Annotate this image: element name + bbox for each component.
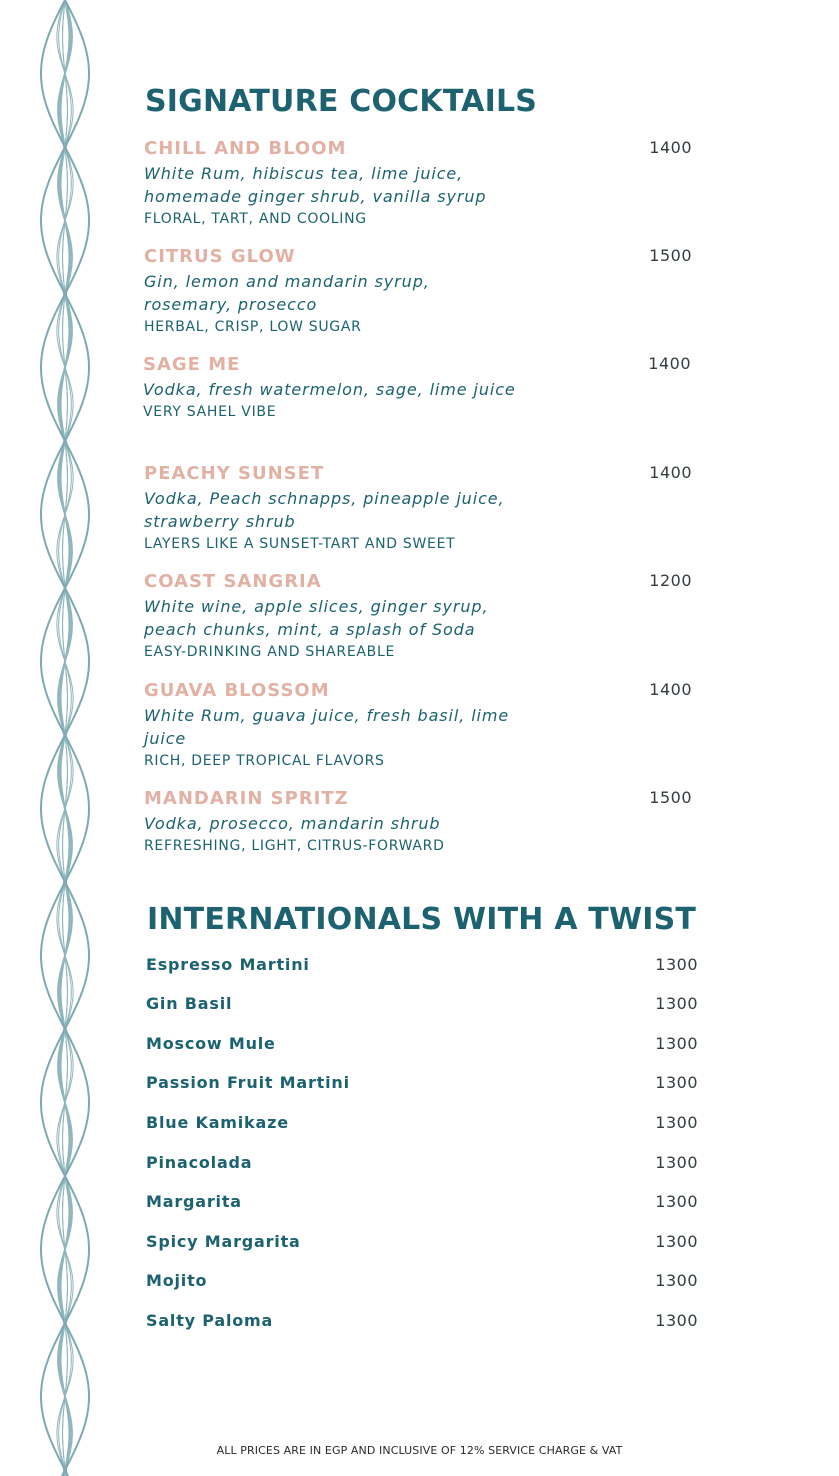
cocktail-ingredients: Vodka, Peach schnapps, pineapple juice, strawberry shrub <box>144 489 505 531</box>
cocktail-item <box>143 354 703 421</box>
cocktail-ingredients: White wine, apple slices, ginger syrup, peach chunks, mint, a splash of Soda <box>144 597 489 639</box>
wave-outline <box>41 0 65 1476</box>
drink-price: 1300 <box>655 994 698 1013</box>
international-item <box>146 994 698 1018</box>
cocktail-item <box>144 138 704 228</box>
cocktail-name: CITRUS GLOW <box>144 246 296 267</box>
cocktail-tasting-note: LAYERS LIKE A SUNSET-TART AND SWEET <box>144 536 456 552</box>
cocktail-price: 1400 <box>648 354 691 373</box>
international-item <box>146 955 698 979</box>
drink-price: 1300 <box>655 1034 698 1053</box>
drink-name: Blue Kamikaze <box>146 1113 289 1132</box>
international-item <box>146 1271 698 1295</box>
cocktail-name: MANDARIN SPRITZ <box>144 788 349 809</box>
signature-cocktails-title: SIGNATURE COCKTAILS <box>145 84 538 119</box>
cocktail-item <box>144 571 704 661</box>
drink-name: Spicy Margarita <box>146 1232 301 1251</box>
drink-price: 1300 <box>655 1113 698 1132</box>
cocktail-name: PEACHY SUNSET <box>144 463 325 484</box>
drink-price: 1300 <box>655 1271 698 1290</box>
international-item <box>146 1073 698 1097</box>
drink-price: 1300 <box>655 1153 698 1172</box>
international-item <box>146 1232 698 1256</box>
drink-price: 1300 <box>655 1311 698 1330</box>
cocktail-ingredients: Gin, lemon and mandarin syrup, rosemary, prosecco <box>144 272 430 314</box>
international-item <box>146 1311 698 1335</box>
cocktail-name: SAGE ME <box>143 354 241 375</box>
cocktail-tasting-note: EASY-DRINKING AND SHAREABLE <box>144 644 396 660</box>
international-item <box>146 1113 698 1137</box>
drink-price: 1300 <box>655 955 698 974</box>
cocktail-tasting-note: VERY SAHEL VIBE <box>143 404 277 420</box>
cocktail-ingredients: Vodka, fresh watermelon, sage, lime juice <box>143 380 516 399</box>
cocktail-price: 1200 <box>649 571 692 590</box>
cocktail-tasting-note: HERBAL, CRISP, LOW SUGAR <box>144 319 362 335</box>
drink-name: Passion Fruit Martini <box>146 1073 350 1092</box>
cocktail-tasting-note: FLORAL, TART, AND COOLING <box>144 211 367 227</box>
internationals-title: INTERNATIONALS WITH A TWIST <box>147 902 697 937</box>
cocktail-item <box>144 463 704 553</box>
cocktail-price: 1500 <box>649 788 692 807</box>
wave-strand <box>61 0 70 1476</box>
cocktail-price: 1400 <box>649 680 692 699</box>
drink-name: Moscow Mule <box>146 1034 276 1053</box>
drink-price: 1300 <box>655 1073 698 1092</box>
cocktail-tasting-note: REFRESHING, LIGHT, CITRUS-FORWARD <box>144 838 445 854</box>
cocktail-name: GUAVA BLOSSOM <box>144 680 330 701</box>
drink-price: 1300 <box>655 1232 698 1251</box>
drink-name: Salty Paloma <box>146 1311 274 1330</box>
cocktail-name: COAST SANGRIA <box>144 571 322 592</box>
cocktail-tasting-note: RICH, DEEP TROPICAL FLAVORS <box>144 753 385 769</box>
cocktail-item <box>144 246 704 336</box>
price-disclaimer: ALL PRICES ARE IN EGP AND INCLUSIVE OF 12% SERVICE CHARGE & VAT <box>216 1444 623 1457</box>
cocktail-ingredients: White Rum, guava juice, fresh basil, lime juice <box>144 706 510 748</box>
cocktail-ingredients: Vodka, prosecco, mandarin shrub <box>144 814 441 833</box>
international-item <box>146 1153 698 1177</box>
cocktail-price: 1400 <box>649 138 692 157</box>
drink-name: Pinacolada <box>146 1153 253 1172</box>
drink-name: Mojito <box>146 1271 208 1290</box>
international-item <box>146 1034 698 1058</box>
drink-price: 1300 <box>655 1192 698 1211</box>
wave-outline <box>65 0 89 1476</box>
international-item <box>146 1192 698 1216</box>
cocktail-price: 1400 <box>649 463 692 482</box>
cocktail-name: CHILL AND BLOOM <box>144 138 347 159</box>
cocktail-item <box>144 788 704 855</box>
cocktail-item <box>144 680 704 770</box>
drink-name: Gin Basil <box>146 994 233 1013</box>
decorative-wave-border <box>30 0 100 1476</box>
drink-name: Espresso Martini <box>146 955 310 974</box>
cocktail-price: 1500 <box>649 246 692 265</box>
cocktail-ingredients: White Rum, hibiscus tea, lime juice, homemade ginger shrub, vanilla syrup <box>144 164 487 206</box>
drink-name: Margarita <box>146 1192 242 1211</box>
